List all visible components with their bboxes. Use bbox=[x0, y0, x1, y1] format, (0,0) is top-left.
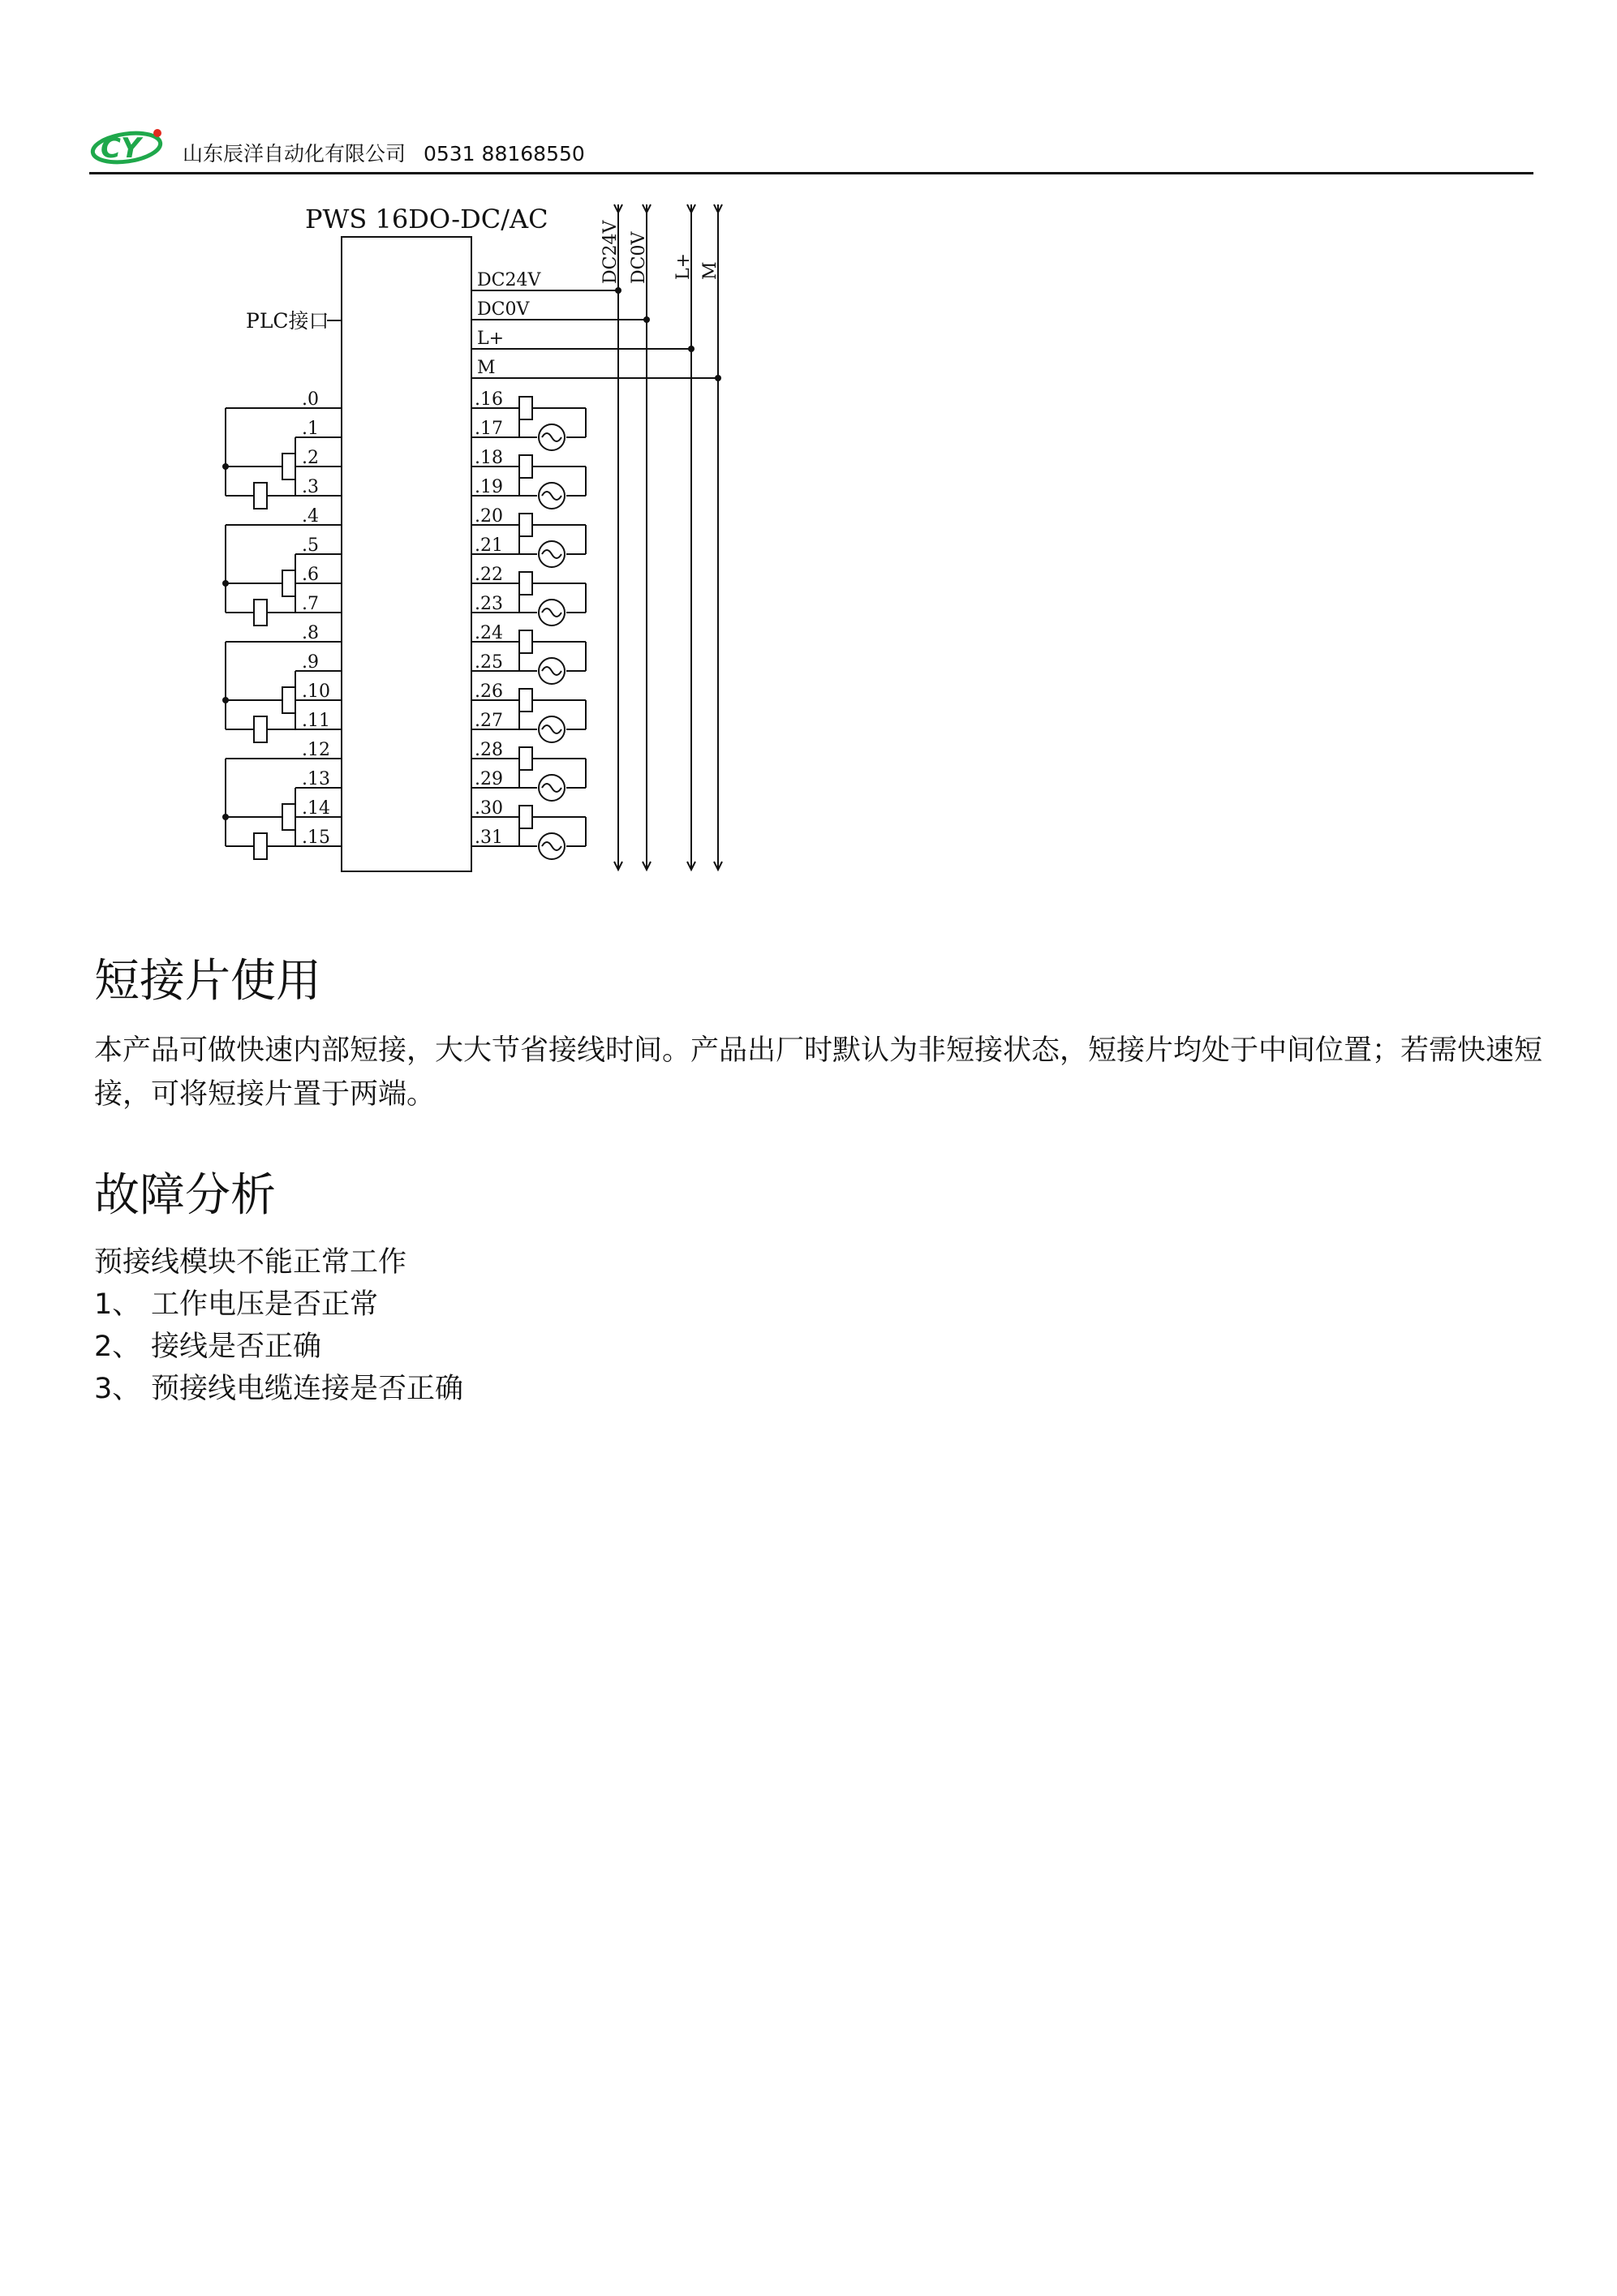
left-terminal-label: .2 bbox=[302, 448, 319, 468]
fault-item-number: 3、 bbox=[94, 1373, 141, 1405]
relay-coil bbox=[282, 687, 295, 713]
output-relay bbox=[519, 514, 532, 536]
right-terminal-label: .17 bbox=[475, 419, 503, 439]
right-terminal-label: .23 bbox=[475, 594, 503, 614]
left-terminal-label: .6 bbox=[302, 565, 319, 585]
left-terminal-label: .11 bbox=[302, 711, 330, 731]
right-terminal-label: .16 bbox=[475, 389, 503, 410]
relay-coil bbox=[254, 716, 267, 742]
relay-coil bbox=[282, 454, 295, 479]
junction-dot bbox=[643, 316, 650, 323]
power-row-label: L+ bbox=[477, 329, 505, 349]
output-relay bbox=[519, 747, 532, 770]
relay-coil bbox=[254, 600, 267, 626]
section-title-short-link: 短接片使用 bbox=[94, 955, 321, 1008]
company-phone: 0531 88168550 bbox=[423, 142, 585, 166]
output-relay bbox=[519, 572, 532, 595]
right-terminal-label: .28 bbox=[475, 740, 503, 760]
left-terminal-label: .13 bbox=[302, 769, 330, 789]
right-terminal-label: .22 bbox=[475, 565, 503, 585]
company-name: 山东辰洋自动化有限公司 bbox=[183, 142, 406, 166]
right-terminal-label: .25 bbox=[475, 652, 503, 673]
junction-dot bbox=[688, 346, 695, 352]
fault-item-text: 预接线电缆连接是否正确 bbox=[151, 1373, 464, 1405]
right-terminal-label: .30 bbox=[475, 798, 503, 819]
section-title-fault-analysis: 故障分析 bbox=[94, 1169, 276, 1222]
rail-label: DC0V bbox=[629, 231, 649, 284]
left-terminal-label: .8 bbox=[302, 623, 319, 643]
left-terminal-label: .12 bbox=[302, 740, 330, 760]
section-body-short-link: 本产品可做快速内部短接，大大节省接线时间。产品出厂时默认为非短接状态，短接片均处于中间位置；若需快速短接，可将短接片置于两端。 bbox=[94, 1034, 1543, 1111]
fault-item bbox=[94, 1368, 463, 1410]
output-relay bbox=[519, 630, 532, 653]
relay-coil bbox=[282, 804, 295, 830]
right-terminal-label: .20 bbox=[475, 506, 503, 527]
fault-item bbox=[94, 1326, 321, 1368]
left-terminal-label: .5 bbox=[302, 535, 319, 556]
output-relay bbox=[519, 397, 532, 419]
right-terminal-label: .21 bbox=[475, 535, 503, 556]
fault-intro: 预接线模块不能正常工作 bbox=[94, 1246, 407, 1279]
left-terminal-label: .3 bbox=[302, 477, 319, 497]
right-terminal-label: .19 bbox=[475, 477, 503, 497]
left-terminal-label: .15 bbox=[302, 828, 330, 848]
left-terminal-label: .7 bbox=[302, 594, 319, 614]
power-row-label: DC24V bbox=[477, 270, 541, 290]
right-terminal-label: .31 bbox=[475, 828, 503, 848]
junction-dot bbox=[615, 287, 621, 294]
right-terminal-label: .27 bbox=[475, 711, 503, 731]
relay-coil bbox=[254, 833, 267, 859]
fault-item-number: 1、 bbox=[94, 1288, 141, 1321]
junction-dot bbox=[715, 375, 721, 381]
rail-label: M bbox=[700, 261, 720, 280]
left-terminal-label: .0 bbox=[302, 389, 319, 410]
left-terminal-label: .1 bbox=[302, 419, 319, 439]
output-relay bbox=[519, 806, 532, 828]
right-terminal-label: .26 bbox=[475, 681, 503, 702]
relay-coil bbox=[254, 483, 267, 509]
output-relay bbox=[519, 689, 532, 712]
wiring-diagram bbox=[0, 0, 1617, 909]
right-terminal-label: .24 bbox=[475, 623, 503, 643]
power-row-label: DC0V bbox=[477, 299, 530, 320]
left-terminal-label: .4 bbox=[302, 506, 319, 527]
fault-item-text: 工作电压是否正常 bbox=[151, 1288, 379, 1321]
rail-label: L+ bbox=[673, 252, 694, 280]
svg-text:CY: CY bbox=[101, 132, 141, 165]
output-relay bbox=[519, 455, 532, 478]
relay-coil bbox=[282, 570, 295, 596]
fault-item-text: 接线是否正确 bbox=[151, 1331, 322, 1363]
left-terminal-label: .14 bbox=[302, 798, 330, 819]
left-terminal-label: .9 bbox=[302, 652, 319, 673]
fault-item bbox=[94, 1283, 378, 1326]
plc-interface-label: PLC接口 bbox=[246, 309, 329, 333]
left-terminal-label: .10 bbox=[302, 681, 330, 702]
right-terminal-label: .18 bbox=[475, 448, 503, 468]
right-terminal-label: .29 bbox=[475, 769, 503, 789]
fault-item-number: 2、 bbox=[94, 1331, 141, 1363]
module-box bbox=[342, 237, 471, 871]
rail-label: DC24V bbox=[600, 220, 621, 284]
power-row-label: M bbox=[477, 358, 496, 378]
module-title: PWS 16DO-DC/AC bbox=[305, 204, 548, 234]
